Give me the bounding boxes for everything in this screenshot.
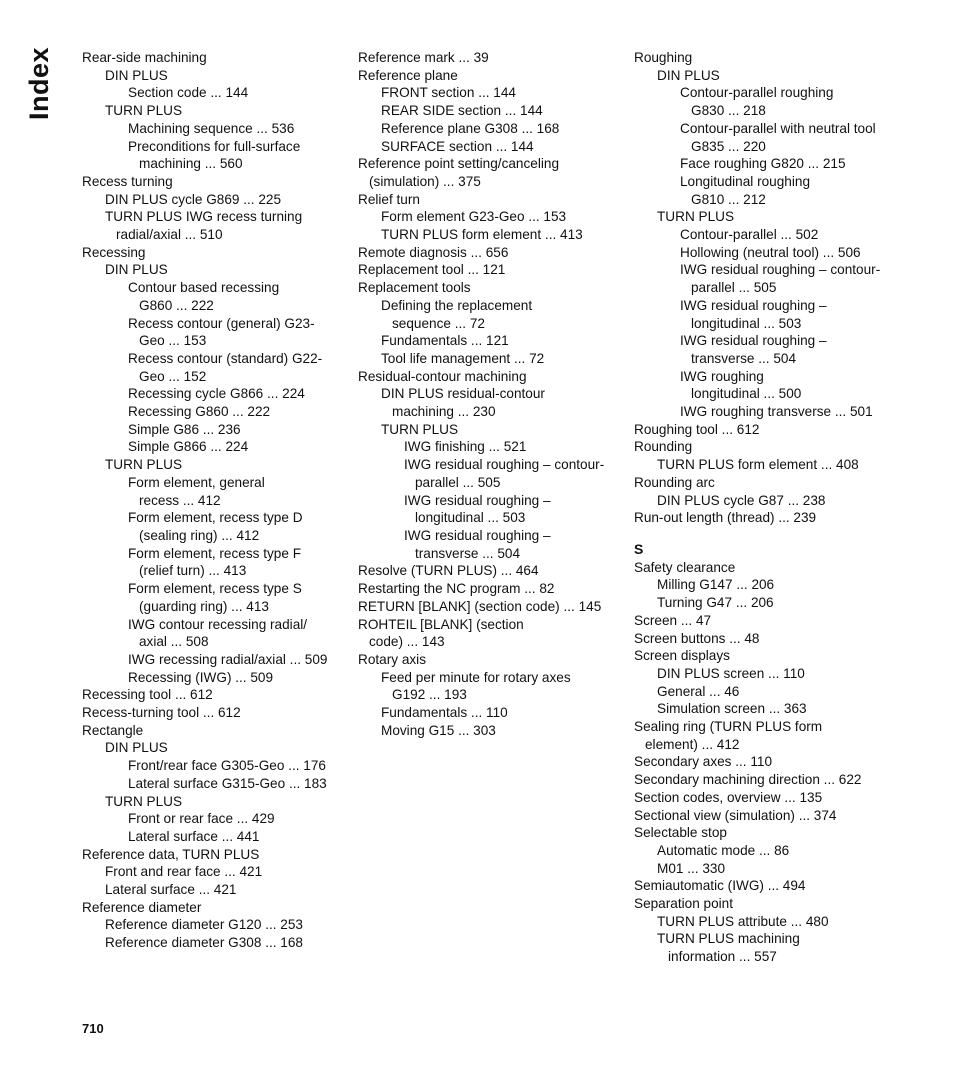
index-entry: Reference plane bbox=[358, 67, 458, 83]
index-entry: G192 ... 193 bbox=[392, 687, 467, 703]
index-entry: Fundamentals ... 121 bbox=[381, 333, 509, 349]
index-entry: TURN PLUS form element ... 413 bbox=[381, 227, 583, 243]
index-entry: radial/axial ... 510 bbox=[116, 227, 223, 243]
index-entry: M01 ... 330 bbox=[657, 860, 726, 876]
index-entry: sequence ... 72 bbox=[392, 315, 485, 331]
index-entry: DIN PLUS bbox=[105, 262, 168, 278]
index-entry: Recess turning bbox=[82, 173, 173, 189]
index-entry: Roughing bbox=[634, 50, 693, 65]
index-entry: SURFACE section ... 144 bbox=[381, 138, 534, 154]
index-entry: machining ... 230 bbox=[392, 404, 496, 420]
index-entry: Reference diameter bbox=[82, 899, 202, 915]
index-entry: Geo ... 152 bbox=[139, 368, 207, 384]
index-entry: DIN PLUS bbox=[105, 740, 168, 756]
index-entry: IWG contour recessing radial/ bbox=[128, 616, 308, 632]
index-entry: DIN PLUS bbox=[105, 67, 168, 83]
index-entry: IWG roughing bbox=[680, 368, 764, 384]
index-entry: DIN PLUS screen ... 110 bbox=[657, 665, 805, 681]
index-entry: Selectable stop bbox=[634, 825, 727, 841]
index-entry: Rectangle bbox=[82, 722, 144, 738]
index-entry: machining ... 560 bbox=[139, 156, 243, 172]
index-entry: Reference point setting/canceling bbox=[358, 156, 560, 172]
index-entry: (relief turn) ... 413 bbox=[139, 563, 247, 579]
index-entry: TURN PLUS machining bbox=[657, 931, 800, 947]
index-entry: Resolve (TURN PLUS) ... 464 bbox=[358, 563, 539, 579]
index-entry: Simple G86 ... 236 bbox=[128, 421, 241, 437]
index-entry: information ... 557 bbox=[668, 949, 777, 965]
index-entry: parallel ... 505 bbox=[691, 280, 777, 296]
index-entry: Turning G47 ... 206 bbox=[657, 595, 774, 611]
index-entry: Automatic mode ... 86 bbox=[657, 842, 790, 858]
index-entry: Face roughing G820 ... 215 bbox=[680, 156, 846, 172]
index-entry: TURN PLUS IWG recess turning bbox=[105, 209, 303, 225]
index-entry: IWG residual roughing – contour- bbox=[680, 262, 881, 278]
index-entry: Contour-parallel with neutral tool bbox=[680, 120, 876, 136]
index-entry: Fundamentals ... 110 bbox=[381, 705, 508, 721]
index-entry: DIN PLUS cycle G869 ... 225 bbox=[105, 191, 282, 207]
index-entry: FRONT section ... 144 bbox=[381, 85, 516, 101]
index-entry: Reference data, TURN PLUS bbox=[82, 846, 260, 862]
index-entry: Relief turn bbox=[358, 191, 420, 207]
index-entry: Screen ... 47 bbox=[634, 612, 712, 628]
index-entry: Recessing G860 ... 222 bbox=[128, 404, 271, 420]
index-column-2 bbox=[358, 49, 623, 739]
index-entry: TURN PLUS attribute ... 480 bbox=[657, 913, 829, 929]
index-entry: TURN PLUS bbox=[381, 421, 459, 437]
index-entry: G835 ... 220 bbox=[691, 138, 766, 154]
index-entry: Simple G866 ... 224 bbox=[128, 439, 249, 455]
index-entry: Sectional view (simulation) ... 374 bbox=[634, 807, 837, 823]
index-entry: IWG recessing radial/axial ... 509 bbox=[128, 651, 328, 667]
index-entry: longitudinal ... 503 bbox=[691, 315, 802, 331]
index-entry: Recessing (IWG) ... 509 bbox=[128, 669, 274, 685]
index-entry: IWG residual roughing – bbox=[680, 333, 827, 349]
index-entry: Machining sequence ... 536 bbox=[128, 120, 295, 136]
index-entry: DIN PLUS residual-contour bbox=[381, 386, 545, 402]
index-entry: Front or rear face ... 429 bbox=[128, 811, 275, 827]
index-entry: TURN PLUS bbox=[105, 793, 183, 809]
index-entry: Rear-side machining bbox=[82, 50, 207, 65]
index-entry: Replacement tools bbox=[358, 280, 471, 296]
index-entry: Hollowing (neutral tool) ... 506 bbox=[680, 244, 861, 260]
index-entry: G860 ... 222 bbox=[139, 297, 214, 313]
index-entry: IWG residual roughing – bbox=[404, 492, 551, 508]
index-entry: (sealing ring) ... 412 bbox=[139, 527, 260, 543]
index-entry: Lateral surface G315-Geo ... 183 bbox=[128, 775, 327, 791]
index-entry: recess ... 412 bbox=[139, 492, 221, 508]
index-entry: Tool life management ... 72 bbox=[381, 350, 545, 366]
index-entry: Recess-turning tool ... 612 bbox=[82, 705, 241, 721]
index-entry: Replacement tool ... 121 bbox=[358, 262, 506, 278]
index-entry: DIN PLUS cycle G87 ... 238 bbox=[657, 492, 826, 508]
index-entry: Recessing cycle G866 ... 224 bbox=[128, 386, 305, 402]
index-entry: TURN PLUS bbox=[657, 209, 735, 225]
index-entry: Section codes, overview ... 135 bbox=[634, 789, 823, 805]
index-entry: Contour-parallel roughing bbox=[680, 85, 834, 101]
index-entry: Front and rear face ... 421 bbox=[105, 864, 263, 880]
index-entry: TURN PLUS bbox=[105, 457, 183, 473]
index-entry: (simulation) ... 375 bbox=[369, 173, 481, 189]
index-entry: Section code ... 144 bbox=[128, 85, 249, 101]
index-entry: ROHTEIL [BLANK] (section bbox=[358, 616, 524, 632]
index-entry: IWG roughing transverse ... 501 bbox=[680, 404, 873, 420]
index-entry: Recess contour (standard) G22- bbox=[128, 350, 323, 366]
index-entry: General ... 46 bbox=[657, 683, 740, 699]
index-entry: Recessing tool ... 612 bbox=[82, 687, 213, 703]
index-entry: Secondary axes ... 110 bbox=[634, 754, 773, 770]
index-entry: Screen displays bbox=[634, 648, 730, 664]
index-entry: Rotary axis bbox=[358, 651, 426, 667]
index-entry: Milling G147 ... 206 bbox=[657, 577, 775, 593]
index-entry: Run-out length (thread) ... 239 bbox=[634, 510, 817, 526]
index-entry: Rounding bbox=[634, 439, 693, 455]
index-entry: Form element, general bbox=[128, 474, 265, 490]
index-entry: Moving G15 ... 303 bbox=[381, 722, 496, 738]
index-entry: Sealing ring (TURN PLUS form bbox=[634, 719, 823, 735]
index-entry: DIN PLUS bbox=[657, 67, 720, 83]
index-title: Index bbox=[24, 46, 54, 120]
index-entry: Form element, recess type D bbox=[128, 510, 303, 526]
index-entry: Secondary machining direction ... 622 bbox=[634, 772, 862, 788]
index-entry: transverse ... 504 bbox=[691, 350, 797, 366]
index-entry: longitudinal ... 503 bbox=[415, 510, 526, 526]
index-entry: IWG residual roughing – bbox=[680, 297, 827, 313]
index-entry: Contour based recessing bbox=[128, 280, 280, 296]
index-entry: REAR SIDE section ... 144 bbox=[381, 103, 543, 119]
index-entry: IWG finishing ... 521 bbox=[404, 439, 527, 455]
index-letter-heading: S bbox=[634, 540, 644, 557]
index-entry: code) ... 143 bbox=[369, 634, 445, 650]
index-entry: Semiautomatic (IWG) ... 494 bbox=[634, 878, 806, 894]
index-entry: Form element G23-Geo ... 153 bbox=[381, 209, 567, 225]
index-entry: Reference diameter G120 ... 253 bbox=[105, 917, 303, 933]
index-entry: transverse ... 504 bbox=[415, 545, 521, 561]
index-entry: Front/rear face G305-Geo ... 176 bbox=[128, 758, 326, 774]
index-entry: IWG residual roughing – bbox=[404, 527, 551, 543]
index-entry: element) ... 412 bbox=[645, 736, 740, 752]
index-entry: Restarting the NC program ... 82 bbox=[358, 581, 555, 597]
index-entry: Reference diameter G308 ... 168 bbox=[105, 935, 303, 951]
index-entry: Preconditions for full-surface bbox=[128, 138, 301, 154]
index-column-3 bbox=[634, 49, 899, 966]
index-entry: longitudinal ... 500 bbox=[691, 386, 802, 402]
index-entry: Longitudinal roughing bbox=[680, 173, 811, 189]
index-entry: Form element, recess type S bbox=[128, 581, 302, 597]
index-entry: Geo ... 153 bbox=[139, 333, 207, 349]
index-entry: Recess contour (general) G23- bbox=[128, 315, 315, 331]
index-entry: Contour-parallel ... 502 bbox=[680, 227, 819, 243]
index-entry: Remote diagnosis ... 656 bbox=[358, 244, 509, 260]
index-entry: Form element, recess type F bbox=[128, 545, 301, 561]
index-entry: Lateral surface ... 421 bbox=[105, 882, 237, 898]
index-column-1 bbox=[82, 49, 347, 952]
page-number: 710 bbox=[82, 1021, 104, 1036]
index-entry: G830 ... 218 bbox=[691, 103, 766, 119]
index-entry: IWG residual roughing – contour- bbox=[404, 457, 605, 473]
index-entry: Defining the replacement bbox=[381, 297, 533, 313]
index-entry: Safety clearance bbox=[634, 559, 736, 575]
index-entry: Residual-contour machining bbox=[358, 368, 527, 384]
index-entry: axial ... 508 bbox=[139, 634, 209, 650]
index-entry: G810 ... 212 bbox=[691, 191, 766, 207]
index-entry: Lateral surface ... 441 bbox=[128, 828, 260, 844]
index-entry: Roughing tool ... 612 bbox=[634, 421, 760, 437]
index-entry: parallel ... 505 bbox=[415, 474, 501, 490]
index-entry: RETURN [BLANK] (section code) ... 145 bbox=[358, 598, 602, 614]
index-entry: Reference mark ... 39 bbox=[358, 50, 489, 65]
index-entry: (guarding ring) ... 413 bbox=[139, 598, 269, 614]
index-entry: TURN PLUS bbox=[105, 103, 183, 119]
index-entry: TURN PLUS form element ... 408 bbox=[657, 457, 859, 473]
index-entry: Recessing bbox=[82, 244, 146, 260]
index-entry: Feed per minute for rotary axes bbox=[381, 669, 571, 685]
index-entry: Separation point bbox=[634, 896, 734, 912]
index-entry: Simulation screen ... 363 bbox=[657, 701, 807, 717]
index-entry: Screen buttons ... 48 bbox=[634, 630, 760, 646]
index-entry: Rounding arc bbox=[634, 474, 715, 490]
index-entry: Reference plane G308 ... 168 bbox=[381, 120, 560, 136]
